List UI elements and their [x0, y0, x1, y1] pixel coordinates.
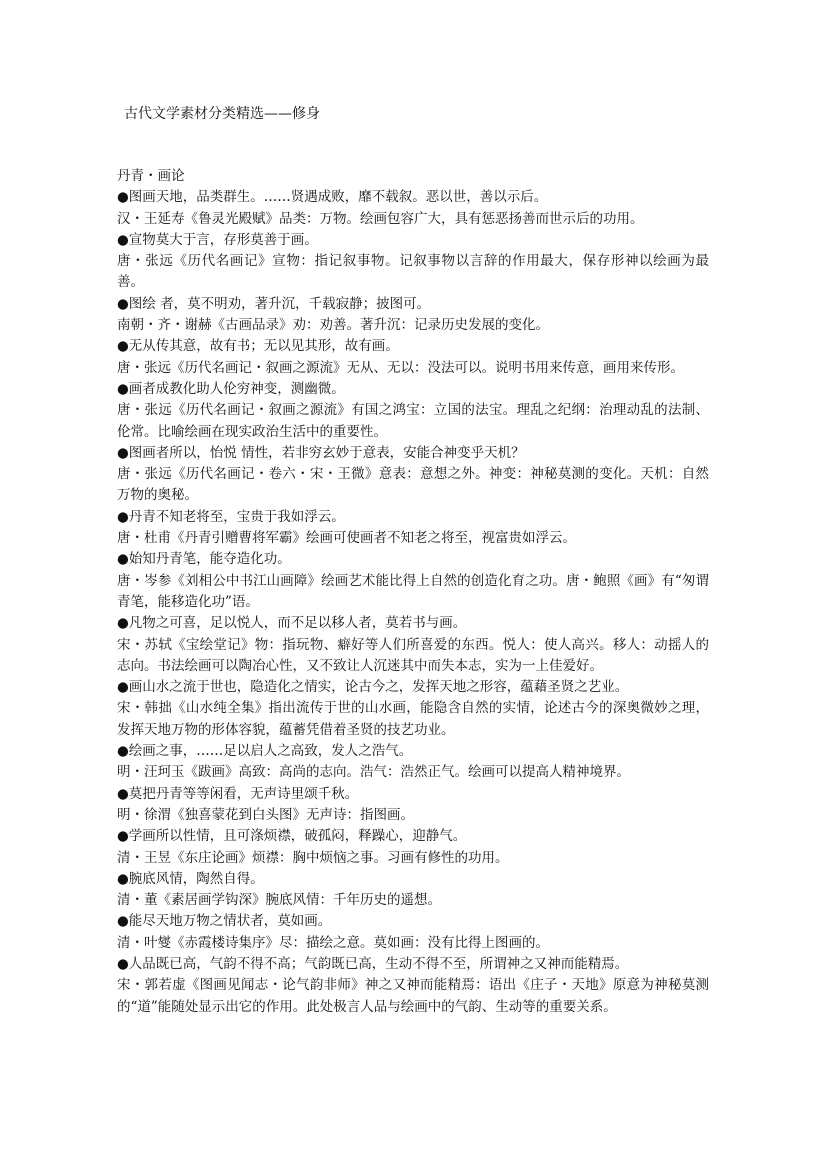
commentary: 唐・张远《历代名画记》宣物：指记叙事物。记叙事物以言辞的作用最大，保存形神以绘画为最善。 — [117, 253, 709, 291]
quote-entry: ●人品既已高，气韵不得不高；气韵既已高，生动不得不至，所谓神之又神而能精焉。 — [117, 955, 629, 972]
quote-entry: ●绘画之事，……足以启人之高致，发人之浩气。 — [117, 743, 413, 760]
quote-entry: ●始知丹青笔，能夺造化功。 — [117, 551, 291, 568]
quote-entry: ●画山水之流于世也，隐造化之情实，论古今之，发挥天地之形容，蕴藉圣贤之艺业。 — [117, 679, 629, 696]
commentary: 宋・韩拙《山水纯全集》指出流传于世的山水画，能隐含自然的实情，论述古今的深奥微妙之理，发挥天地万物的形体容貌，蕴蓄凭借着圣贤的技艺功业。 — [117, 700, 709, 738]
quote-entry: ●腕底风情，陶然自得。 — [117, 870, 264, 887]
commentary: 唐・张远《历代名画记・卷六・宋・王微》意表：意想之外。神变：神秘莫测的变化。天机：自然万物的奥秘。 — [117, 466, 709, 504]
document-body — [117, 166, 709, 1018]
quote-entry: ●学画所以性情，且可涤烦襟，破孤闷，释躁心，迎静气。 — [117, 828, 467, 845]
quote-entry: ●凡物之可喜，足以悦人，而不足以移人者，莫若书与画。 — [117, 615, 467, 632]
quote-entry: ●莫把丹青等等闲看，无声诗里颂千秋。 — [117, 785, 359, 802]
quote-entry: ●图绘 者，莫不明劝，著升沉，千载寂静；披图可。 — [117, 295, 431, 312]
commentary: 宋・郭若虚《图画见闻志・论气韵非师》神之又神而能精焉：语出《庄子・天地》原意为神秘莫测的“道”能随处显示出它的作用。此处极言人品与绘画中的气韵、生动等的重要关系。 — [117, 977, 709, 1015]
commentary: 清・董《素居画学钩深》腕底风情：千年历史的遥想。 — [117, 892, 441, 909]
commentary: 汉・王延寿《鲁灵光殿赋》品类：万物。绘画包容广大，具有惩恶扬善而世示后的功用。 — [117, 210, 644, 227]
commentary: 唐・岑参《刘相公中书江山画障》绘画艺术能比得上自然的创造化育之功。唐・鲍照《画》有“匆谓青笔，能移造化功”语。 — [117, 572, 709, 610]
document-title: 古代文学素材分类精选——修身 — [124, 106, 320, 122]
commentary: 唐・张远《历代名画记・叙画之源流》无从、无以：没法可以。说明书用来传意，画用来传形。 — [117, 359, 684, 376]
commentary: 宋・苏轼《宝绘堂记》物：指玩物、癖好等人们所喜爱的东西。悦人：使人高兴。移人：动摇人的志向。书法绘画可以陶冶心性，又不致让人沉迷其中而失本志，实为一上佳爱好。 — [117, 636, 709, 674]
quote-entry: ●图画者所以，怡悦 情性，若非穷玄妙于意表，安能合神变乎天机？ — [117, 444, 525, 461]
quote-entry: ●丹青不知老将至，宝贵于我如浮云。 — [117, 508, 345, 525]
quote-entry: ●宣物莫大于言，存形莫善于画。 — [117, 231, 318, 248]
section-heading: 丹青・画论 — [117, 168, 185, 184]
commentary: 唐・杜甫《丹青引赠曹将军霸》绘画可使画者不知老之将至，视富贵如浮云。 — [117, 530, 576, 547]
commentary: 唐・张远《历代名画记・叙画之源流》有国之鸿宝：立国的法宝。理乱之纪纲：治理动乱的法制、伦常。比喻绘画在现实政治生活中的重要性。 — [117, 402, 709, 440]
quote-entry: ●画者成教化助人伦穷神变，测幽微。 — [117, 380, 345, 397]
quote-entry: ●无从传其意，故有书；无以见其形，故有画。 — [117, 338, 399, 355]
commentary: 南朝・齐・谢赫《古画品录》劝：劝善。著升沉：记录历史发展的变化。 — [117, 317, 549, 334]
commentary: 清・叶燮《赤霞楼诗集序》尽：描绘之意。莫如画：没有比得上图画的。 — [117, 934, 549, 951]
commentary: 明・汪珂玉《跋画》高致：高尚的志向。浩气：浩然正气。绘画可以提高人精神境界。 — [117, 764, 630, 781]
commentary: 清・王昱《东庄论画》烦襟：胸中烦恼之事。习画有修性的功用。 — [117, 849, 509, 866]
quote-entry: ●能尽天地万物之情状者，莫如画。 — [117, 913, 332, 930]
quote-entry: ●图画天地，品类群生。……贤遇成败，靡不载叙。恶以世，善以示后。 — [117, 189, 548, 206]
commentary: 明・徐渭《独喜蒙花到白头图》无声诗：指图画。 — [117, 806, 414, 823]
